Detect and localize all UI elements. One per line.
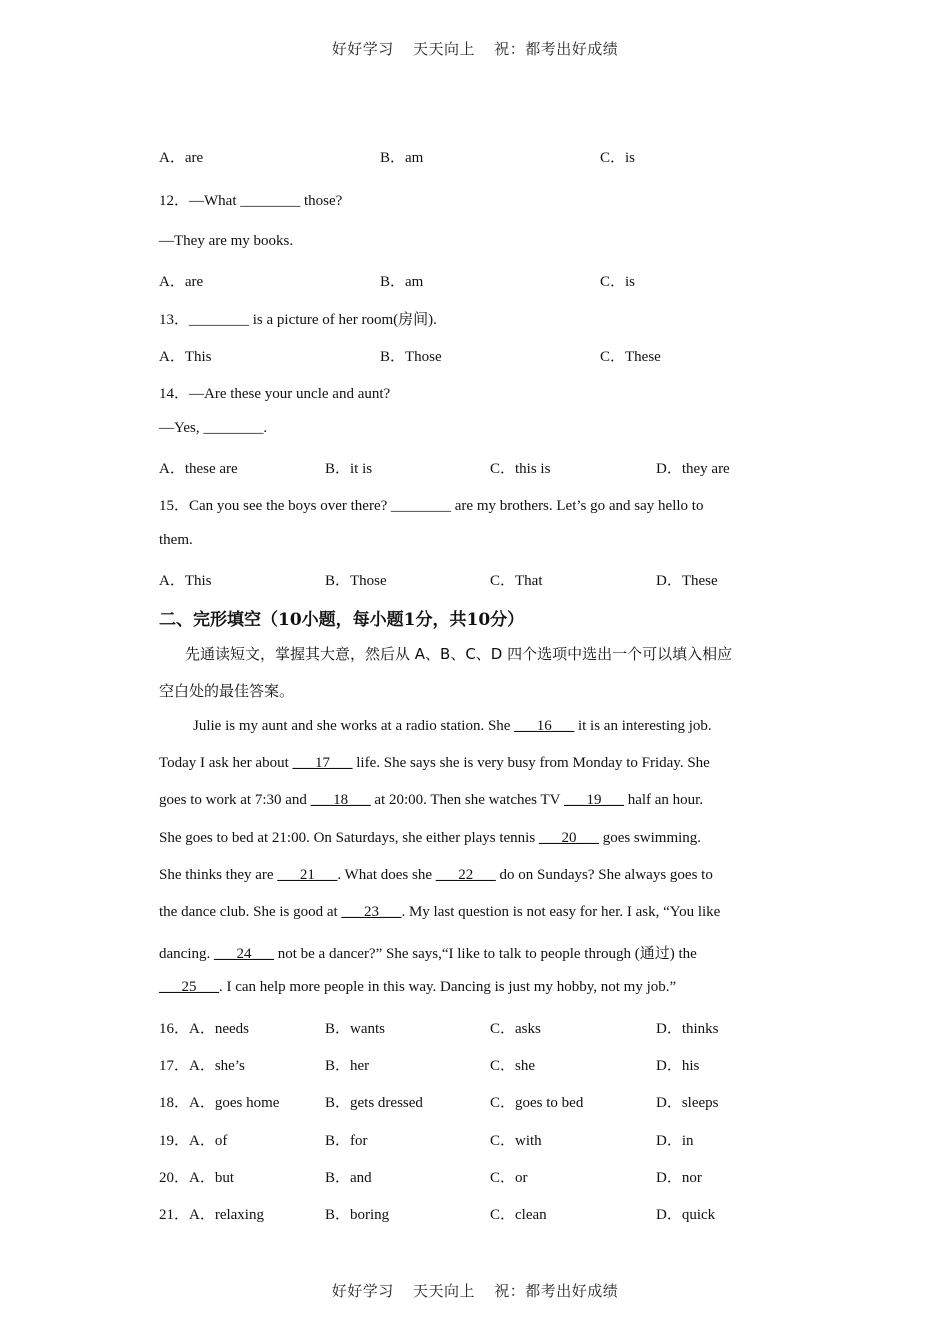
option-a: 19．A．of (159, 1133, 228, 1149)
passage-text: half an hour. (623, 792, 704, 808)
q11-options (159, 146, 799, 168)
cloze-20-options (159, 1166, 799, 1188)
blank-22: ___22___ (435, 867, 496, 883)
passage-line (159, 792, 703, 809)
blank-19: ___19___ (563, 792, 624, 808)
option-d: D．they are (656, 461, 730, 477)
blank-21: ___21___ (277, 867, 338, 883)
passage-line (159, 979, 676, 996)
option-c: C．is (600, 274, 636, 290)
option-d: D．These (656, 573, 718, 589)
option-a: 18．A．goes home (159, 1095, 280, 1111)
q12-options (159, 270, 799, 292)
passage-text: Julie is my aunt and she works at a radio station. She (193, 718, 515, 734)
option-b: B．her (325, 1058, 370, 1074)
option-b: B．and (325, 1170, 372, 1186)
option-a: A．This (159, 349, 212, 365)
cloze-16-options (159, 1017, 799, 1039)
passage-line (159, 830, 701, 847)
option-a: A．are (159, 150, 204, 166)
option-c: C．That (490, 573, 543, 589)
blank-16: ___16___ (514, 718, 575, 734)
question-15-continued: them. (159, 532, 193, 548)
option-d: D．nor (656, 1170, 702, 1186)
passage-text: the dance club. She is good at (159, 904, 342, 920)
header-motto-2: 天天向上 (412, 40, 475, 58)
cloze-21-options (159, 1203, 799, 1225)
option-b: B．gets dressed (325, 1095, 423, 1111)
q13-options (159, 345, 799, 367)
question-14-answer-line: —Yes, ________. (159, 420, 268, 436)
page-header (0, 38, 950, 59)
passage-line (159, 904, 720, 921)
cloze-17-options (159, 1054, 799, 1076)
footer-motto-2: 天天向上 (412, 1282, 475, 1300)
passage-text: . What does she (337, 867, 436, 883)
passage-text: it is an interesting job. (574, 718, 712, 734)
q15-options (159, 569, 799, 591)
option-c: C．she (490, 1058, 536, 1074)
passage-text: life. She says she is very busy from Monday to Friday. She (352, 755, 710, 771)
blank-20: ___20___ (538, 830, 599, 846)
option-b: B．am (380, 150, 424, 166)
passage-line (159, 755, 710, 772)
option-c: C．goes to bed (490, 1095, 584, 1111)
passage-text: not be a dancer?” She says,“I like to talk to people through (通过) the (273, 946, 697, 962)
passage-text: . I can help more people in this way. Dancing is just my hobby, not my job.” (219, 979, 677, 995)
blank-25: ___25___ (159, 979, 219, 995)
passage-line (159, 867, 713, 884)
section-title: 二、完形填空（10小题，每小题1分，共10分） (159, 610, 525, 630)
passage-text: . My last question is not easy for her. I ask, “You like (401, 904, 721, 920)
question-13: 13．________ is a picture of her room(房间). (159, 312, 437, 328)
passage-text: do on Sundays? She always goes to (495, 867, 713, 883)
cloze-19-options (159, 1129, 799, 1151)
q14-options (159, 457, 799, 479)
option-c: C．clean (490, 1207, 547, 1223)
option-a: 16．A．needs (159, 1021, 249, 1037)
option-a: A．This (159, 573, 212, 589)
blank-18: ___18___ (310, 792, 371, 808)
option-d: D．his (656, 1058, 700, 1074)
option-a: 21．A．relaxing (159, 1207, 264, 1223)
passage-text: goes swimming. (598, 830, 702, 846)
blank-17: ___17___ (292, 755, 353, 771)
question-12: 12．—What ________ those? (159, 193, 343, 209)
option-c: C．this is (490, 461, 551, 477)
option-a: A．these are (159, 461, 238, 477)
question-12-answer-line: —They are my books. (159, 233, 294, 249)
option-d: D．quick (656, 1207, 716, 1223)
header-motto-1: 好好学习 (331, 40, 394, 58)
blank-24: ___24___ (213, 946, 274, 962)
blank-23: ___23___ (341, 904, 402, 920)
option-a: 20．A．but (159, 1170, 235, 1186)
section-instruction: 先通读短文，掌握其大意，然后从 A、B、C、D 四个选项中选出一个可以填入相应 (185, 645, 733, 663)
option-c: C．These (600, 349, 661, 365)
passage-line (193, 718, 712, 735)
option-d: D．in (656, 1133, 694, 1149)
option-b: B．am (380, 274, 424, 290)
option-b: B．for (325, 1133, 368, 1149)
option-c: C．asks (490, 1021, 541, 1037)
option-d: D．sleeps (656, 1095, 719, 1111)
option-d: D．thinks (656, 1021, 719, 1037)
cloze-18-options (159, 1091, 799, 1113)
option-b: B．Those (380, 349, 442, 365)
passage-text: She thinks they are (159, 867, 278, 883)
passage-text: at 20:00. Then she watches TV (370, 792, 564, 808)
section-instruction-continued: 空白处的最佳答案。 (159, 682, 295, 700)
passage-text: goes to work at 7:30 and (159, 792, 311, 808)
question-15: 15．Can you see the boys over there? ________ are my brothers. Let’s go and say hello to (159, 498, 704, 514)
page-footer (0, 1280, 950, 1301)
question-14: 14．—Are these your uncle and aunt? (159, 386, 391, 402)
footer-motto-3: 祝：都考出好成绩 (494, 1282, 619, 1300)
option-c: C．is (600, 150, 636, 166)
passage-line (159, 942, 697, 963)
option-a: A．are (159, 274, 204, 290)
option-b: B．wants (325, 1021, 386, 1037)
option-b: B．Those (325, 573, 387, 589)
footer-motto-1: 好好学习 (331, 1282, 394, 1300)
option-b: B．it is (325, 461, 373, 477)
header-motto-3: 祝：都考出好成绩 (494, 40, 619, 58)
option-c: C．with (490, 1133, 542, 1149)
passage-text: Today I ask her about (159, 755, 293, 771)
passage-text: She goes to bed at 21:00. On Saturdays, she either plays tennis (159, 830, 539, 846)
option-b: B．boring (325, 1207, 390, 1223)
option-c: C．or (490, 1170, 528, 1186)
passage-text: dancing. (159, 946, 214, 962)
option-a: 17．A．she’s (159, 1058, 245, 1074)
